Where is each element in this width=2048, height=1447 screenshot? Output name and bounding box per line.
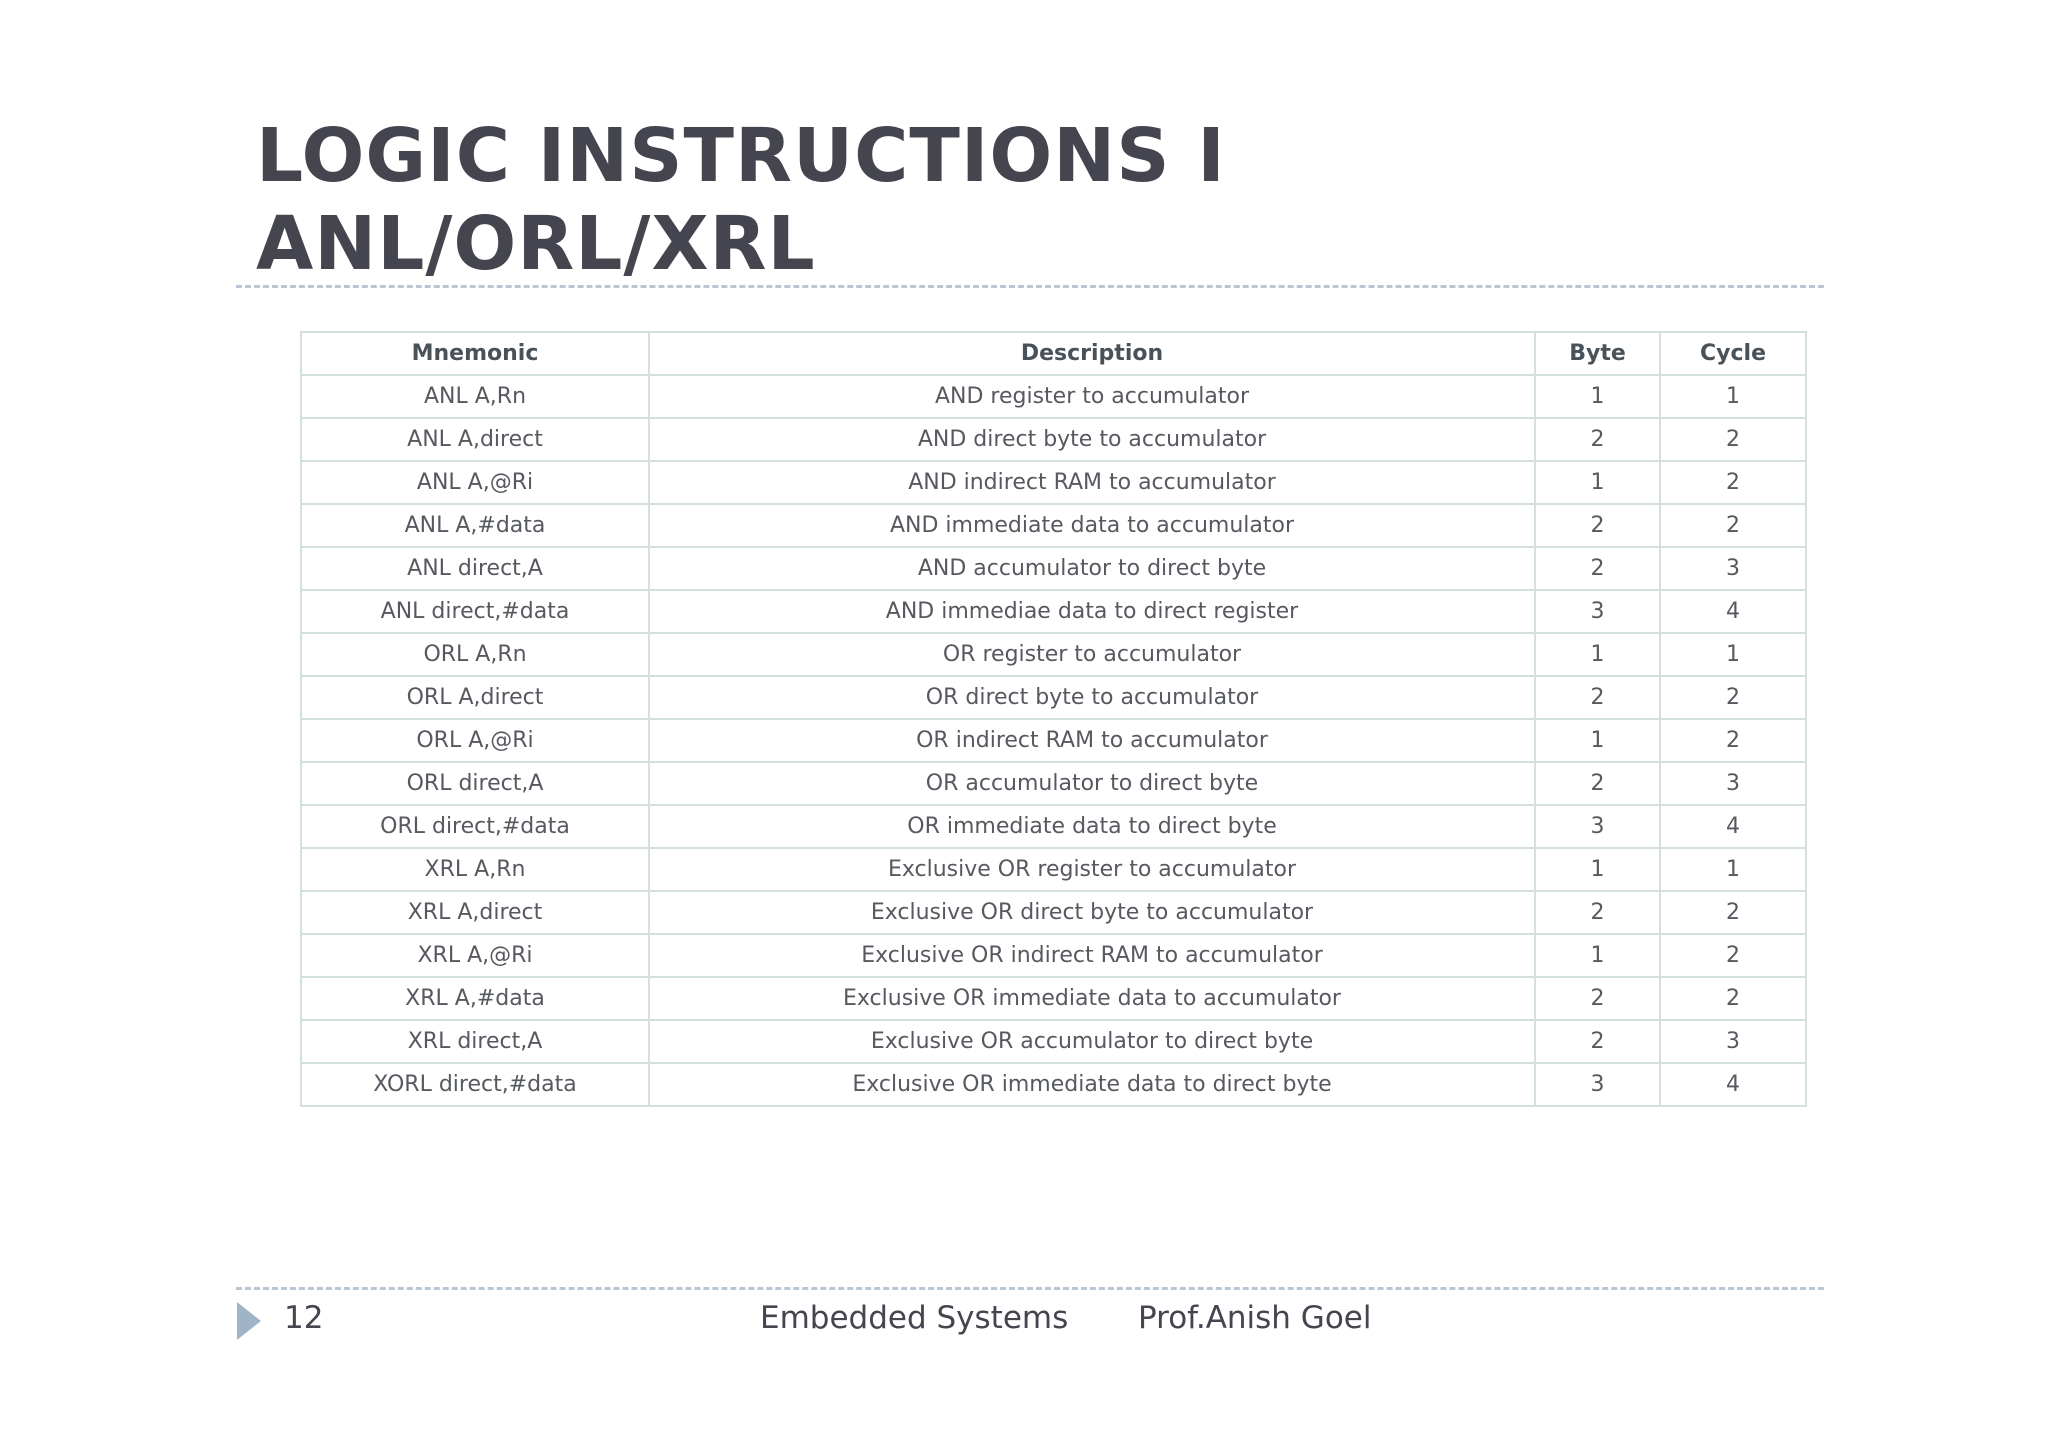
table-row [302, 548, 1805, 589]
cell-cycle: 2 [1661, 978, 1805, 1019]
cell-mnemonic: XORL direct,#data [302, 1064, 648, 1105]
cell-cycle: 4 [1661, 806, 1805, 847]
cell-cycle: 1 [1661, 634, 1805, 675]
cell-description: Exclusive OR register to accumulator [650, 849, 1534, 890]
cell-byte: 1 [1536, 376, 1659, 417]
table-row [302, 806, 1805, 847]
title-divider [236, 285, 1824, 288]
header-cycle: Cycle [1661, 333, 1805, 374]
cell-mnemonic: XRL A,@Ri [302, 935, 648, 976]
table-row [302, 935, 1805, 976]
table-row [302, 591, 1805, 632]
cell-byte: 3 [1536, 1064, 1659, 1105]
table-row [302, 1064, 1805, 1105]
cell-description: AND immediae data to direct register [650, 591, 1534, 632]
table-row [302, 892, 1805, 933]
cell-cycle: 2 [1661, 462, 1805, 503]
cell-description: Exclusive OR immediate data to direct byte [650, 1064, 1534, 1105]
cell-description: Exclusive OR direct byte to accumulator [650, 892, 1534, 933]
instruction-table [300, 331, 1807, 1107]
cell-description: AND indirect RAM to accumulator [650, 462, 1534, 503]
cell-mnemonic: XRL A,#data [302, 978, 648, 1019]
cell-mnemonic: XRL A,direct [302, 892, 648, 933]
cell-cycle: 3 [1661, 763, 1805, 804]
cell-cycle: 2 [1661, 505, 1805, 546]
table-row [302, 720, 1805, 761]
instruction-table-container [300, 331, 1805, 1107]
triangle-right-icon [237, 1302, 261, 1340]
cell-description: AND accumulator to direct byte [650, 548, 1534, 589]
header-byte: Byte [1536, 333, 1659, 374]
cell-mnemonic: ORL direct,#data [302, 806, 648, 847]
cell-byte: 2 [1536, 892, 1659, 933]
footer-author: Prof.Anish Goel [1138, 1300, 1372, 1336]
cell-cycle: 3 [1661, 1021, 1805, 1062]
cell-byte: 2 [1536, 978, 1659, 1019]
cell-cycle: 1 [1661, 376, 1805, 417]
cell-cycle: 1 [1661, 849, 1805, 890]
cell-byte: 2 [1536, 419, 1659, 460]
slide-title-line-1: LOGIC INSTRUCTIONS I [256, 113, 1226, 199]
cell-mnemonic: ANL direct,A [302, 548, 648, 589]
cell-cycle: 4 [1661, 1064, 1805, 1105]
cell-cycle: 2 [1661, 419, 1805, 460]
cell-byte: 2 [1536, 548, 1659, 589]
cell-mnemonic: ORL direct,A [302, 763, 648, 804]
table-row [302, 505, 1805, 546]
cell-cycle: 2 [1661, 677, 1805, 718]
footer-divider [236, 1287, 1824, 1290]
header-description: Description [650, 333, 1534, 374]
cell-description: OR immediate data to direct byte [650, 806, 1534, 847]
cell-description: AND register to accumulator [650, 376, 1534, 417]
cell-mnemonic: ANL A,Rn [302, 376, 648, 417]
cell-byte: 1 [1536, 462, 1659, 503]
cell-byte: 1 [1536, 935, 1659, 976]
cell-mnemonic: XRL A,Rn [302, 849, 648, 890]
footer-course: Embedded Systems [760, 1300, 1069, 1336]
cell-description: Exclusive OR accumulator to direct byte [650, 1021, 1534, 1062]
table-row [302, 763, 1805, 804]
cell-cycle: 4 [1661, 591, 1805, 632]
cell-description: OR indirect RAM to accumulator [650, 720, 1534, 761]
cell-mnemonic: ANL A,@Ri [302, 462, 648, 503]
slide-title-line-2: ANL/ORL/XRL [256, 201, 816, 287]
table-header-row [302, 333, 1805, 374]
cell-mnemonic: ANL direct,#data [302, 591, 648, 632]
page-number: 12 [284, 1300, 324, 1336]
header-mnemonic: Mnemonic [302, 333, 648, 374]
cell-mnemonic: ORL A,direct [302, 677, 648, 718]
cell-description: AND direct byte to accumulator [650, 419, 1534, 460]
table-row [302, 849, 1805, 890]
cell-description: OR register to accumulator [650, 634, 1534, 675]
cell-byte: 2 [1536, 677, 1659, 718]
table-body [302, 376, 1805, 1105]
cell-byte: 1 [1536, 849, 1659, 890]
cell-byte: 2 [1536, 1021, 1659, 1062]
cell-byte: 2 [1536, 763, 1659, 804]
cell-byte: 1 [1536, 720, 1659, 761]
cell-description: Exclusive OR indirect RAM to accumulator [650, 935, 1534, 976]
cell-byte: 1 [1536, 634, 1659, 675]
cell-mnemonic: ORL A,Rn [302, 634, 648, 675]
slide-title [256, 112, 1226, 288]
cell-cycle: 3 [1661, 548, 1805, 589]
cell-mnemonic: XRL direct,A [302, 1021, 648, 1062]
cell-description: OR direct byte to accumulator [650, 677, 1534, 718]
cell-mnemonic: ANL A,#data [302, 505, 648, 546]
cell-byte: 3 [1536, 806, 1659, 847]
cell-cycle: 2 [1661, 892, 1805, 933]
table-row [302, 376, 1805, 417]
table-row [302, 978, 1805, 1019]
table-row [302, 677, 1805, 718]
cell-mnemonic: ANL A,direct [302, 419, 648, 460]
table-row [302, 419, 1805, 460]
table-row [302, 1021, 1805, 1062]
cell-byte: 3 [1536, 591, 1659, 632]
table-row [302, 634, 1805, 675]
cell-description: Exclusive OR immediate data to accumulator [650, 978, 1534, 1019]
cell-byte: 2 [1536, 505, 1659, 546]
table-row [302, 462, 1805, 503]
cell-cycle: 2 [1661, 935, 1805, 976]
cell-description: OR accumulator to direct byte [650, 763, 1534, 804]
cell-description: AND immediate data to accumulator [650, 505, 1534, 546]
cell-mnemonic: ORL A,@Ri [302, 720, 648, 761]
cell-cycle: 2 [1661, 720, 1805, 761]
